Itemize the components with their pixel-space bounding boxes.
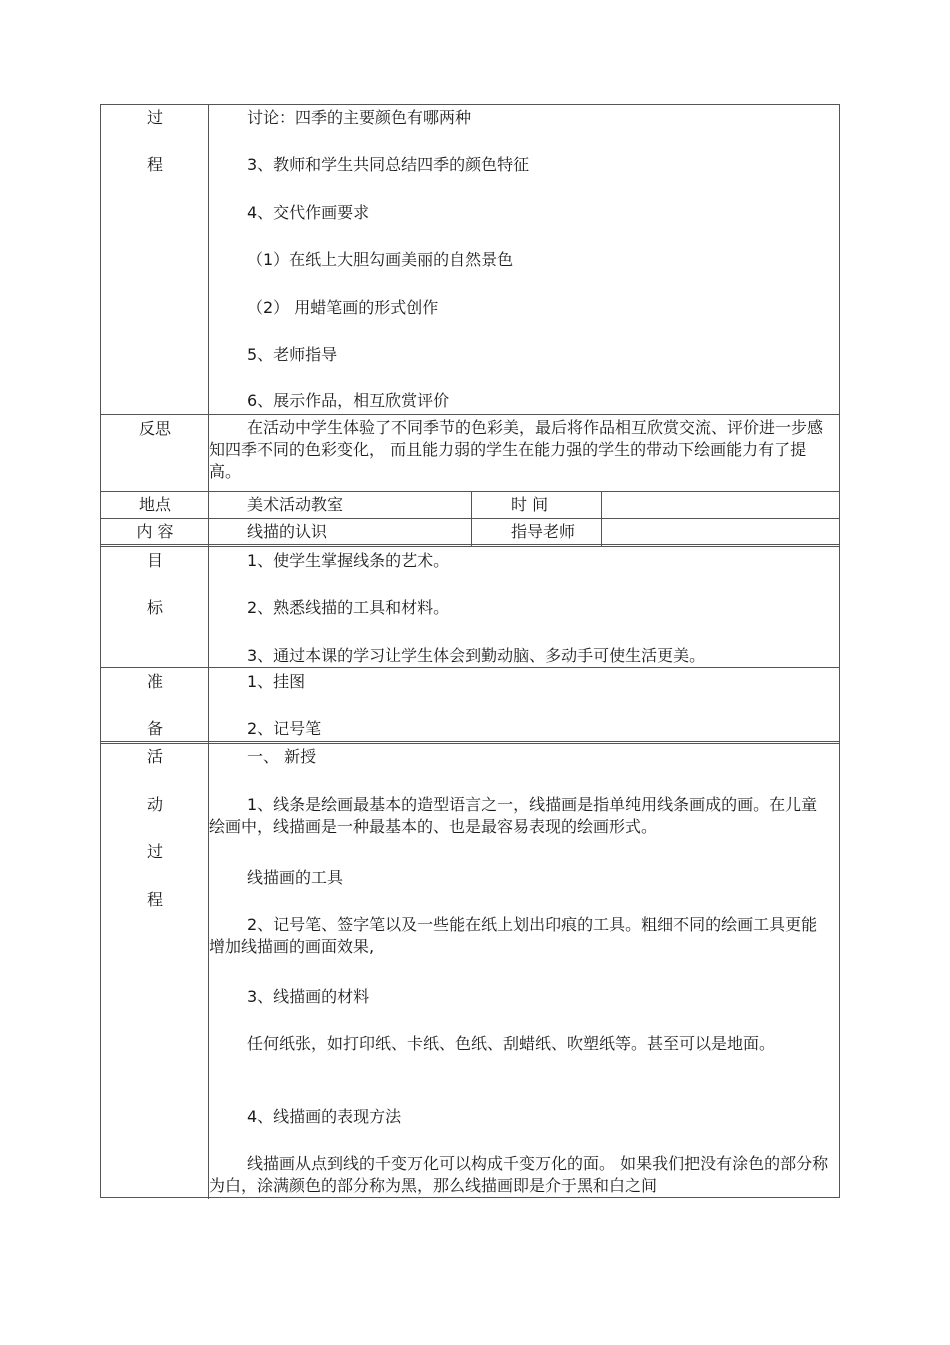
reflection-text: 在活动中学生体验了不同季节的色彩美，最后将作品相互欣赏交流、评价进一步感知四季不同的色彩变化， 而且能力弱的学生在能力强的学生的带动下绘画能力有了提高。 bbox=[209, 418, 824, 481]
section1-line: 讨论：四季的主要颜色有哪两种 bbox=[247, 108, 472, 127]
goals-label-char: 标 bbox=[146, 598, 163, 617]
row-divider bbox=[101, 491, 839, 492]
section1-line: 5、老师指导 bbox=[247, 345, 338, 364]
row-divider bbox=[101, 414, 839, 415]
prep-label-char: 准 bbox=[146, 672, 163, 691]
goal-line: 1、使学生掌握线条的艺术。 bbox=[247, 551, 450, 570]
activity-item: 线描画从点到线的千变万化可以构成千变万化的面。 如果我们把没有涂色的部分称为白，涂满颜色的部分称为黑，那么线描画即是介于黑和白之间 bbox=[209, 1154, 829, 1195]
goals-label-char: 目 bbox=[146, 551, 163, 570]
activity-item: 任何纸张，如打印纸、卡纸、色纸、刮蜡纸、吹塑纸等。甚至可以是地面。 bbox=[247, 1034, 776, 1053]
activity-label-char: 过 bbox=[146, 842, 163, 861]
location-label: 地点 bbox=[138, 495, 171, 514]
section1-line: 3、教师和学生共同总结四季的颜色特征 bbox=[247, 155, 530, 174]
activity-item: 4、线描画的表现方法 bbox=[247, 1107, 402, 1126]
content-label: 内 容 bbox=[136, 522, 174, 541]
activity-item: 一、 新授 bbox=[247, 747, 317, 766]
activity-item: 2、记号笔、签字笔以及一些能在纸上划出印痕的工具。粗细不同的绘画工具更能增加线描画的画面效果, bbox=[209, 915, 818, 956]
prep-label-char: 备 bbox=[146, 719, 163, 738]
info-column-divider bbox=[601, 491, 602, 546]
section1-label-char: 程 bbox=[146, 155, 163, 174]
row-divider bbox=[101, 741, 839, 744]
prep-line: 2、记号笔 bbox=[247, 719, 322, 738]
info-column-divider bbox=[471, 491, 472, 546]
row-divider bbox=[101, 518, 839, 519]
section1-line: （2） 用蜡笔画的形式创作 bbox=[247, 298, 439, 317]
activity-label-char: 动 bbox=[146, 795, 163, 814]
time-label: 时 间 bbox=[511, 495, 549, 514]
section1-line: 6、展示作品，相互欣赏评价 bbox=[247, 391, 450, 410]
goal-line: 2、熟悉线描的工具和材料。 bbox=[247, 598, 450, 617]
section1-line: （1）在纸上大胆勾画美丽的自然景色 bbox=[247, 250, 514, 269]
reflection-label: 反思 bbox=[138, 419, 171, 438]
activity-item: 3、线描画的材料 bbox=[247, 987, 370, 1006]
content-value: 线描的认识 bbox=[247, 522, 328, 541]
row-divider bbox=[101, 667, 839, 668]
teacher-label: 指导老师 bbox=[511, 522, 576, 541]
lesson-plan-table bbox=[100, 104, 840, 1198]
activity-label-char: 活 bbox=[146, 747, 163, 766]
section1-label-char: 过 bbox=[146, 108, 163, 127]
goal-line: 3、通过本课的学习让学生体会到勤动脑、多动手可使生活更美。 bbox=[247, 646, 706, 665]
activity-item: 1、线条是绘画最基本的造型语言之一，线描画是指单纯用线条画成的画。在儿童绘画中，线描画是一种最基本的、也是最容易表现的绘画形式。 bbox=[209, 795, 818, 836]
row-divider bbox=[101, 544, 839, 547]
prep-line: 1、挂图 bbox=[247, 672, 306, 691]
section1-line: 4、交代作画要求 bbox=[247, 203, 370, 222]
activity-label-char: 程 bbox=[146, 890, 163, 909]
activity-item: 线描画的工具 bbox=[247, 868, 344, 887]
location-value: 美术活动教室 bbox=[247, 495, 344, 514]
